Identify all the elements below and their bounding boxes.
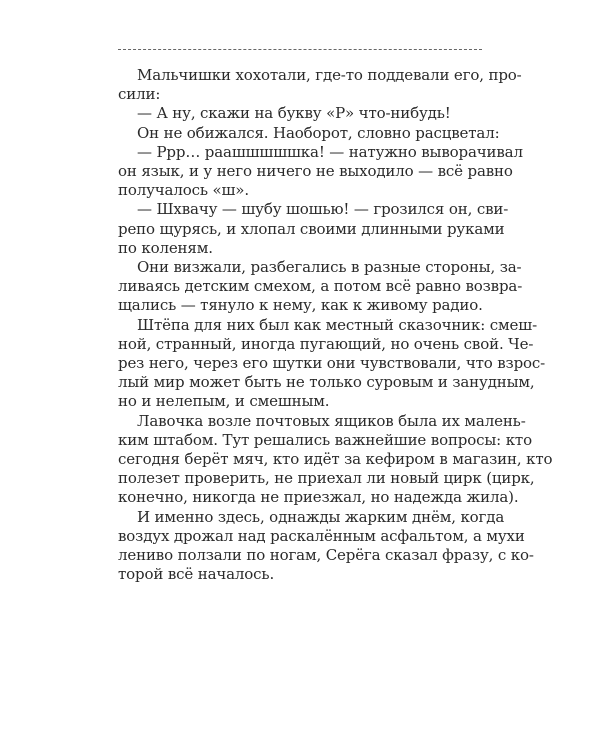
text-line: лениво ползали по ногам, Серёга сказал фразу, с ко- bbox=[118, 546, 534, 565]
text-line: сили: bbox=[118, 85, 161, 104]
text-line: Штёпа для них был как местный сказочник: смеш- bbox=[137, 315, 537, 334]
text-line: лый мир может быть не только суровым и занудным, bbox=[118, 373, 535, 392]
text-line: щались — тянуло к нему, как к живому радио. bbox=[118, 296, 483, 315]
text-line: — Шхвачу — шубу шошью! — грозился он, сви- bbox=[137, 200, 509, 219]
text-line: но и нелепым, и смешным. bbox=[118, 392, 330, 411]
text-line: — А ну, скажи на букву «Р» что-нибудь! bbox=[137, 104, 451, 123]
text-line: ким штабом. Тут решались важнейшие вопросы: кто bbox=[118, 430, 532, 449]
text-line: рез него, через его шутки они чувствовали, что взрос- bbox=[118, 354, 546, 373]
text-line: Лавочка возле почтовых ящиков была их малень- bbox=[137, 411, 526, 430]
text-line: репо щурясь, и хлопал своими длинными руками bbox=[118, 219, 505, 238]
text-line: сегодня берёт мяч, кто идёт за кефиром в магазин, кто bbox=[118, 450, 553, 469]
text-line: ной, странный, иногда пугающий, но очень свой. Че- bbox=[118, 334, 534, 353]
text-line: — Ррр… раашшшшшка! — натужно выворачивал bbox=[137, 142, 523, 161]
text-line: полезет проверить, не приехал ли новый цирк (цирк, bbox=[118, 469, 535, 488]
body-text bbox=[118, 66, 553, 584]
text-line: конечно, никогда не приезжал, но надежда жила). bbox=[118, 488, 519, 507]
text-line: получалось «ш». bbox=[118, 181, 249, 200]
text-line: Мальчишки хохотали, где-то поддевали его, про- bbox=[137, 66, 522, 84]
text-line: И именно здесь, однажды жарким днём, когда bbox=[137, 507, 505, 526]
text-line: Они визжали, разбегались в разные стороны, за- bbox=[137, 258, 522, 277]
text-line: ливаясь детским смехом, а потом всё равно возвра- bbox=[118, 277, 523, 296]
text-line: по коленям. bbox=[118, 238, 213, 257]
text-line: торой всё началось. bbox=[118, 565, 275, 584]
text-line: воздух дрожал над раскалённым асфальтом, а мухи bbox=[118, 526, 525, 545]
text-line: Он не обижался. Наоборот, словно расцветал: bbox=[137, 123, 500, 142]
text-line: он язык, и у него ничего не выходило — всё равно bbox=[118, 162, 513, 181]
dashed-separator bbox=[118, 49, 482, 50]
